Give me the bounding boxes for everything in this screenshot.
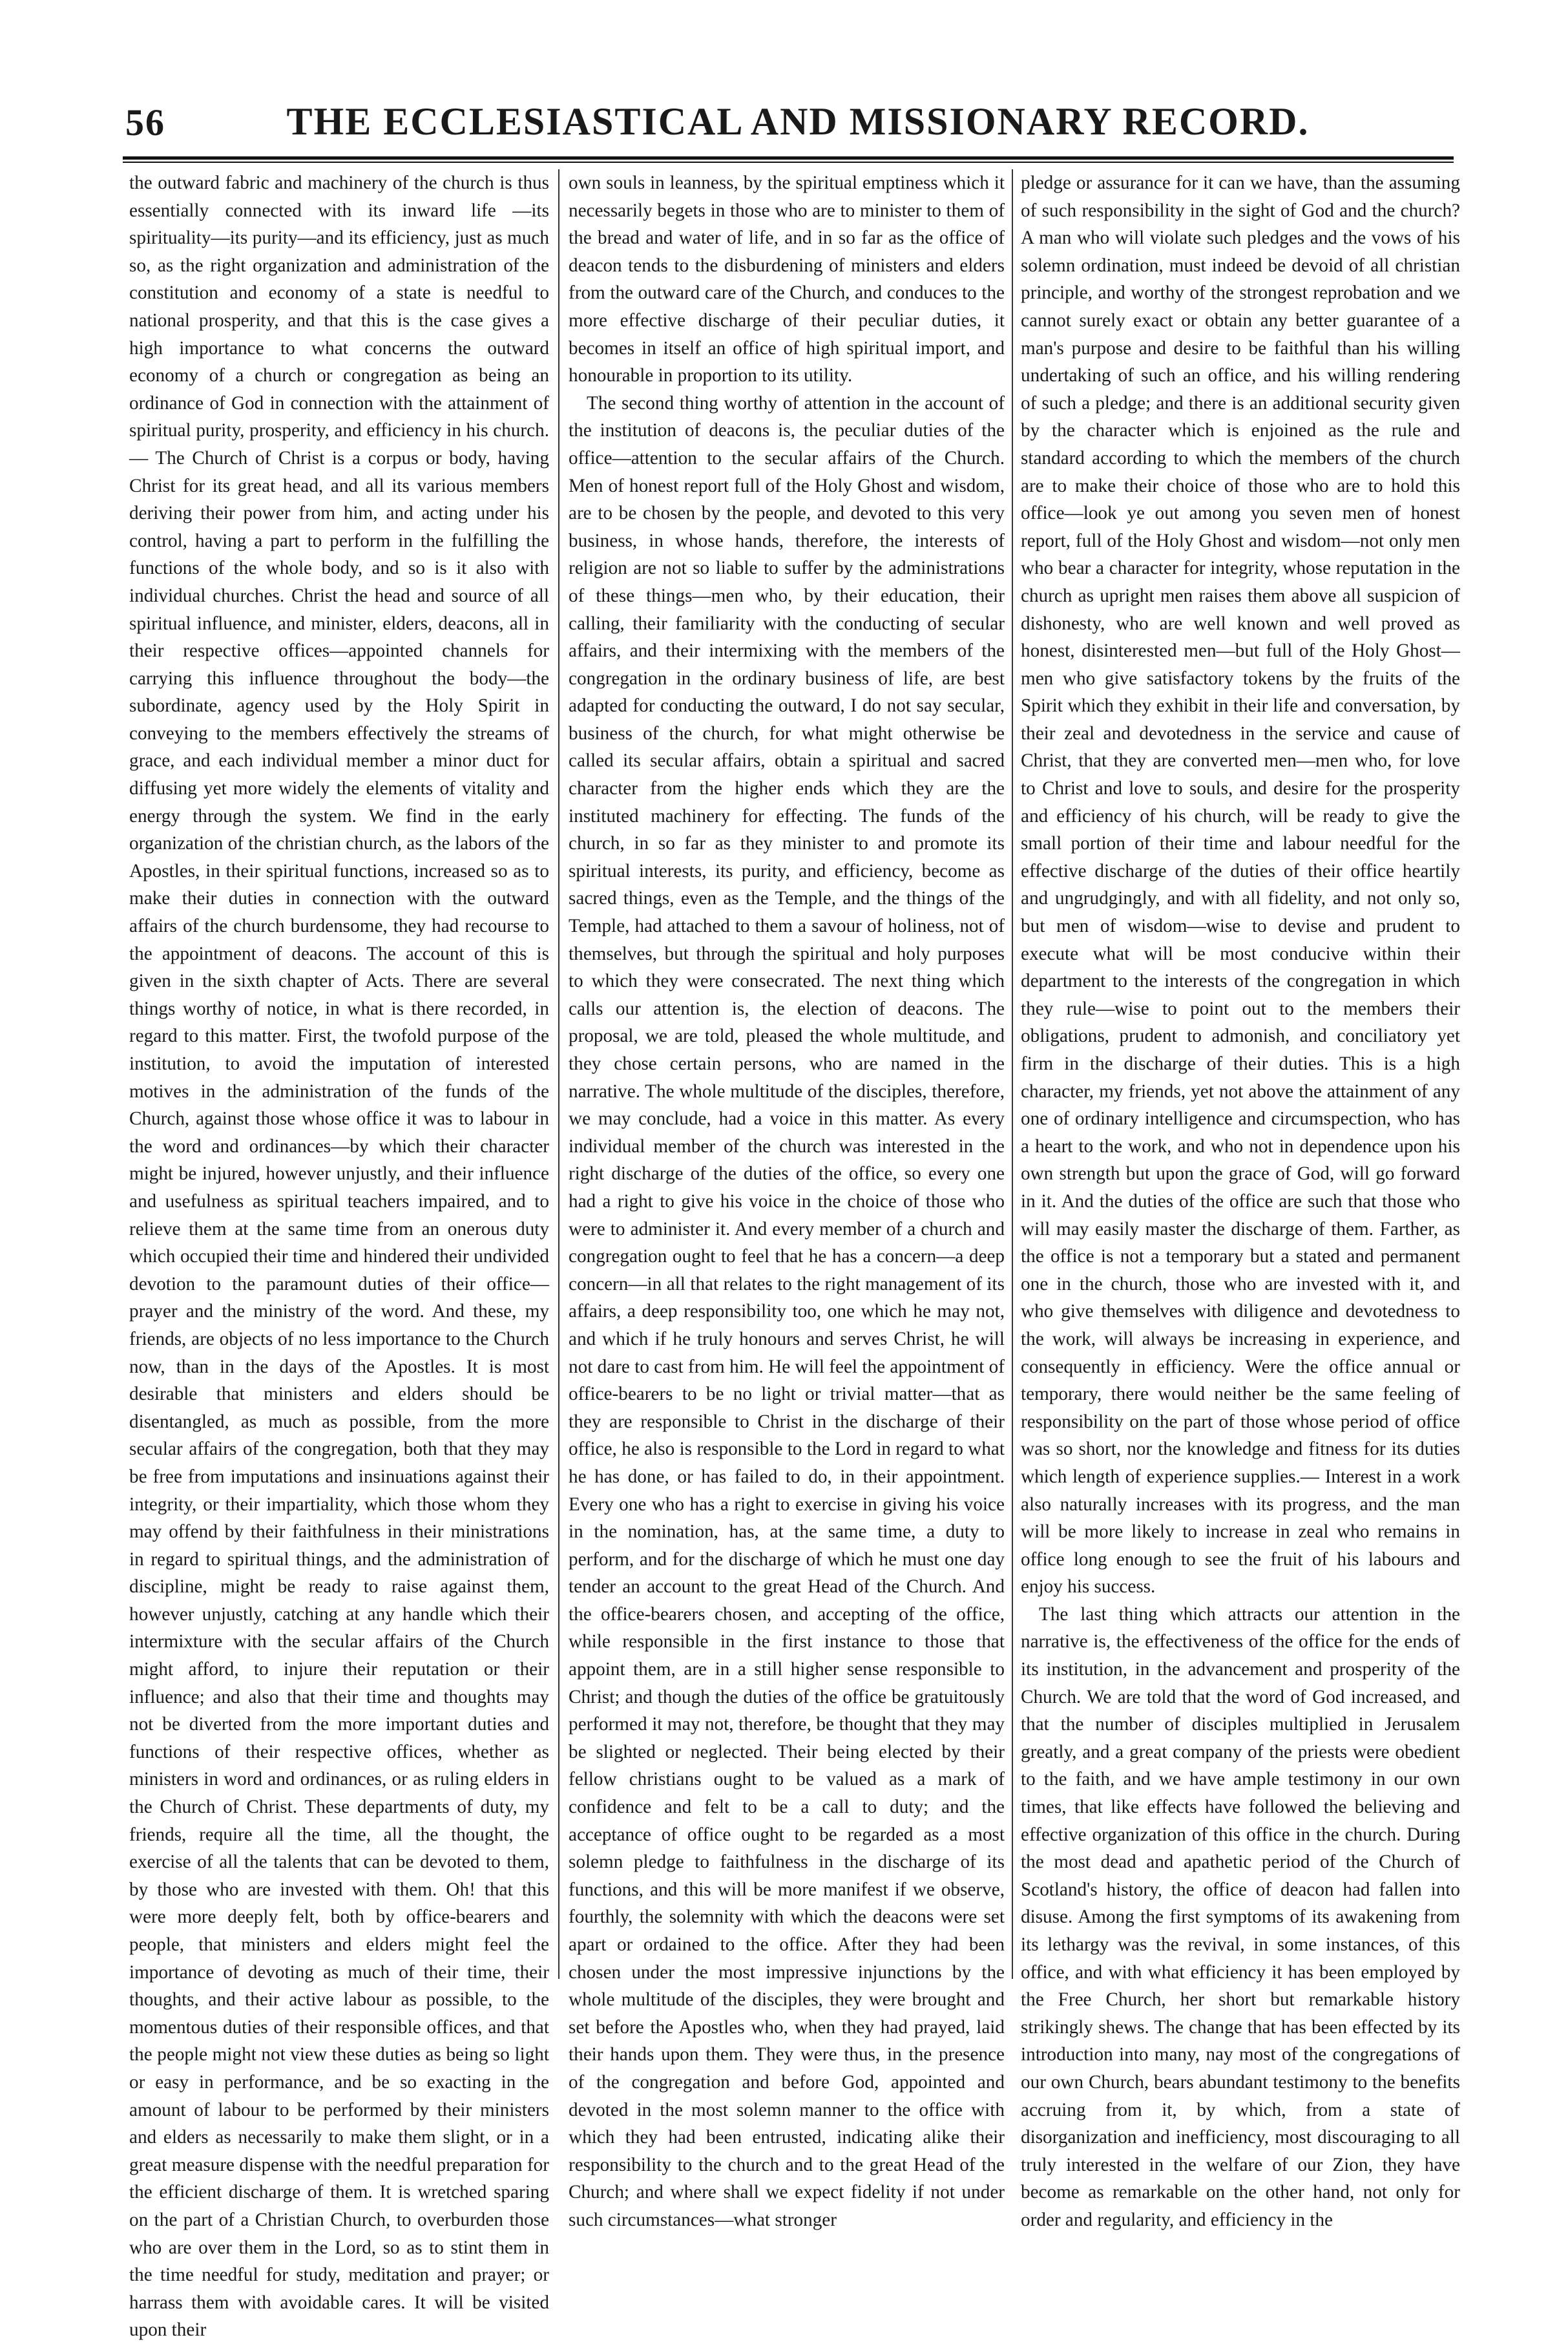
header-rule — [123, 156, 1454, 163]
paragraph: The second thing worthy of attention in the account of the institution of deacons is, the peculiar duties of the office—attention to the secular affairs of the Church. Men of honest report full of the Holy Ghost and wisdom, are to be chosen by the people, and devoted to this very business, in whose hands, therefore, the interests of religion are not so liable to suffer by the administrations of these things—men who, by their education, their calling, their familiarity with the conducting of secular affairs, and their intermixing with the members of the congregation in the ordinary business of life, are best adapted for conducting the outward, I do not say secular, business of the church, for what might otherwise be called its secular affairs, obtain a spiritual and sacred character from the higher ends which they are the instituted machinery for effecting. The funds of the church, in so far as they minister to and promote its spiritual interests, its purity, and efficiency, become as sacred things, even as the Temple, and the things of the Temple, had attached to them a savour of holiness, not of themselves, but through the spiritual and holy purposes to which they were consecrated. The next thing which calls our attention is, the election of deacons. The proposal, we are told, pleased the whole multitude, and they chose certain persons, who are named in the narrative. The whole multitude of the disciples, therefore, we may conclude, had a voice in this matter. As every individual member of the church was interested in the right discharge of the duties of the office, so every one had a right to give his voice in the choice of those who were to administer it. And every member of a church and congregation ought to feel that he has a concern—a deep concern—in all that relates to the right management of its affairs, a deep responsibility too, one which he may not, and which if he truly honours and serves Christ, he will not dare to cast from him. He will feel the appointment of office-bearers to be no light or trivial matter—that as they are responsible to Christ in the discharge of their office, he also is responsible to the Lord in regard to what he has done, or has failed to do, in their appointment. Every one who has a right to exercise in giving his voice in the nomination, has, at the same time, a duty to perform, and for the discharge of which he must one day tender an account to the great Head of the Church. And the office-bearers chosen, and accepting of the office, while responsible in the first instance to those that appoint them, are in a still higher sense responsible to Christ; and though the duties of the office be gratuitously performed it may not, therefore, be thought that they may be slighted or neglected. Their being elected by their fellow christians ought to be valued as a mark of confidence and felt to be a call to duty; and the acceptance of office ought to be regarded as a most solemn pledge to faithfulness in the discharge of its functions, and this will be more manifest if we observe, fourthly, the solemnity with which the deacons were set apart or ordained to the office. After they had been chosen under the most impressive injunctions by the whole multitude of the disciples, they were brought and set before the Apostles who, when they had prayed, laid their hands upon them. They were thus, in the presence of the congregation and before God, appointed and devoted in the most solemn manner to the office with which they had been entrusted, indicating alike their responsibility to the church and to the great Head of the Church; and where shall we expect fidelity if not under such circumstances—what stronger — [569, 392, 1005, 2230]
paragraph: own souls in leanness, by the spiritual emptiness which it necessarily begets in those who are to minister to them of the bread and water of life, and in so far as the office of deacon tends to the disburdening of ministers and elders from the outward care of the Church, and conduces to the more effective discharge of their peculiar duties, it becomes in itself an office of high spiritual import, and honourable in proportion to its utility. — [569, 173, 1005, 386]
text-column-3 — [1021, 169, 1460, 2230]
text-column-2 — [569, 169, 1005, 2230]
journal-title: THE ECCLESIASTICAL AND MISSIONARY RECORD. — [286, 100, 1310, 143]
page-number: 56 — [125, 101, 165, 143]
paragraph: The last thing which attracts our attention in the narrative is, the effectiveness of the office for the ends of its institution, in the advancement and prosperity of the Church. We are told that the word of God increased, and that the number of disciples multiplied in Jerusalem greatly, and a great company of the priests were obedient to the faith, and we have ample testimony in our own times, that like effects have followed the believing and effective organization of this office in the church. During the most dead and apathetic period of the Church of Scotland's history, the office of deacon had fallen into disuse. Among the first symptoms of its awakening from its lethargy was the revival, in some instances, of this office, and with what efficiency it has been employed by the Free Church, her short but remarkable history strikingly shews. The change that has been effected by its introduction into many, nay most of the congregations of our own Church, bears abundant testimony to the benefits accruing from it, by which, from a state of disorganization and inefficiency, most discouraging to all truly interested in the welfare of our Zion, they have become as remarkable on the other hand, not only for order and regularity, and efficiency in the — [1021, 1603, 1460, 2230]
column-divider — [558, 169, 559, 1979]
page-header — [110, 97, 1460, 149]
column-divider — [1012, 169, 1013, 1979]
paragraph: pledge or assurance for it can we have, than the assuming of such responsibility in the sight of God and the church? A man who will violate such pledges and the vows of his solemn ordination, must indeed be devoid of all christian principle, and worthy of the strongest reprobation and we cannot surely exact or obtain any better guarantee of a man's purpose and desire to be faithful than his willing undertaking of such an office, and his willing rendering of such a pledge; and there is an additional security given by the character which is enjoined as the rule and standard according to which the members of the church are to make their choice of those who are to hold this office—look ye out among you seven men of honest report, full of the Holy Ghost and wisdom—not only men who bear a character for integrity, whose reputation in the church as upright men raises them above all suspicion of dishonesty, who are well known and well proved as honest, disinterested men—but full of the Holy Ghost—men who give satisfactory tokens by the fruits of the Spirit which they exhibit in their life and conversation, by their zeal and devotedness in the service and cause of Christ, that they are converted men—men who, for love to Christ and love to souls, and desire for the prosperity and efficiency of his church, will be ready to give the small portion of their time and labour needful for the effective discharge of the duties of their office heartily and ungrudgingly, and with all fidelity, and not only so, but men of wisdom—wise to devise and prudent to execute what will be most conducive within their department to the interests of the congregation in which they rule—wise to point out to the members their obligations, prudent to admonish, and conciliatory yet firm in the discharge of their duties. This is a high character, my friends, yet not above the attainment of any one of ordinary intelligence and circumspection, who has a heart to the work, and who not in dependence upon his own strength but upon the grace of God, will go forward in it. And the duties of the office are such that those who will may easily master the discharge of them. Farther, as the office is not a temporary but a stated and permanent one in the church, those who are invested with it, and who give themselves with diligence and devotedness to the work, will always be increasing in experience, and consequently in efficiency. Were the office annual or temporary, there would neither be the same feeling of responsibility on the part of those whose period of office was so short, nor the knowledge and fitness for its duties which length of experience supplies.— Interest in a work also naturally increases with its progress, and the man will be more likely to increase in zeal who remains in office long enough to see the fruit of his labours and enjoy his success. — [1021, 173, 1460, 1598]
text-column-1 — [129, 169, 549, 2341]
paragraph: the outward fabric and machinery of the church is thus essentially connected with its inward life —its spirituality—its purity—and its efficiency, just as much so, as the right organization and administration of the constitution and economy of a state is needful to national prosperity, and that this is the case gives a high importance to what concerns the outward economy of a church or congregation as being an ordinance of God in connection with the attainment of spiritual purity, prosperity, and efficiency in his church.— The Church of Christ is a corpus or body, having Christ for its great head, and all its various members deriving their power from him, and acting under his control, having a part to perform in the fulfilling the functions of the whole body, and so is it also with individual churches. Christ the head and source of all spiritual influence, and minister, elders, deacons, all in their respective offices—appointed channels for carrying this influence throughout the body—the subordinate, agency used by the Holy Spirit in conveying to the members effectively the streams of grace, and each individual member a minor duct for diffusing yet more widely the elements of vitality and energy through the system. We find in the early organization of the christian church, as the labors of the Apostles, in their spiritual functions, increased so as to make their duties in connection with the outward affairs of the church burdensome, they had recourse to the appointment of deacons. The account of this is given in the sixth chapter of Acts. There are several things worthy of notice, in what is there recorded, in regard to this matter. First, the twofold purpose of the institution, to avoid the imputation of interested motives in the administration of the funds of the Church, against those whose office it was to labour in the word and ordinances—by which their character might be injured, however unjustly, and their influence and usefulness as spiritual teachers impaired, and to relieve them at the same time from an onerous duty which occupied their time and hindered their undivided devotion to the paramount duties of their office—prayer and the ministry of the word. And these, my friends, are objects of no less importance to the Church now, than in the days of the Apostles. It is most desirable that ministers and elders should be disentangled, as much as possible, from the more secular affairs of the congregation, both that they may be free from imputations and insinuations against their integrity, or their impartiality, which those whom they may offend by their faithfulness in their ministrations in regard to spiritual things, and the administration of discipline, might be ready to raise against them, however unjustly, catching at any handle which their intermixture with the secular affairs of the Church might afford, to injure their reputation or their influence; and also that their time and thoughts may not be diverted from the more important duties and functions of their respective offices, whether as ministers in word and ordinances, or as ruling elders in the Church of Christ. These departments of duty, my friends, require all the time, all the thought, the exercise of all the talents that can be devoted to them, by those who are invested with them. Oh! that this were more deeply felt, both by office-bearers and people, that ministers and elders might feel the importance of devoting as much of their time, their thoughts, and their active labour as possible, to the momentous duties of their responsible offices, and that the people might not view these duties as being so light or easy in performance, and be so exacting in the amount of labour to be performed by their ministers and elders as necessarily to make them slight, or in a great measure dispense with the needful preparation for the efficient discharge of them. It is wretched sparing on the part of a Christian Church, to overburden those who are over them in the Lord, so as to stint them in the time needful for study, meditation and prayer; or harrass them with avoidable cares. It will be visited upon their — [129, 173, 549, 2341]
